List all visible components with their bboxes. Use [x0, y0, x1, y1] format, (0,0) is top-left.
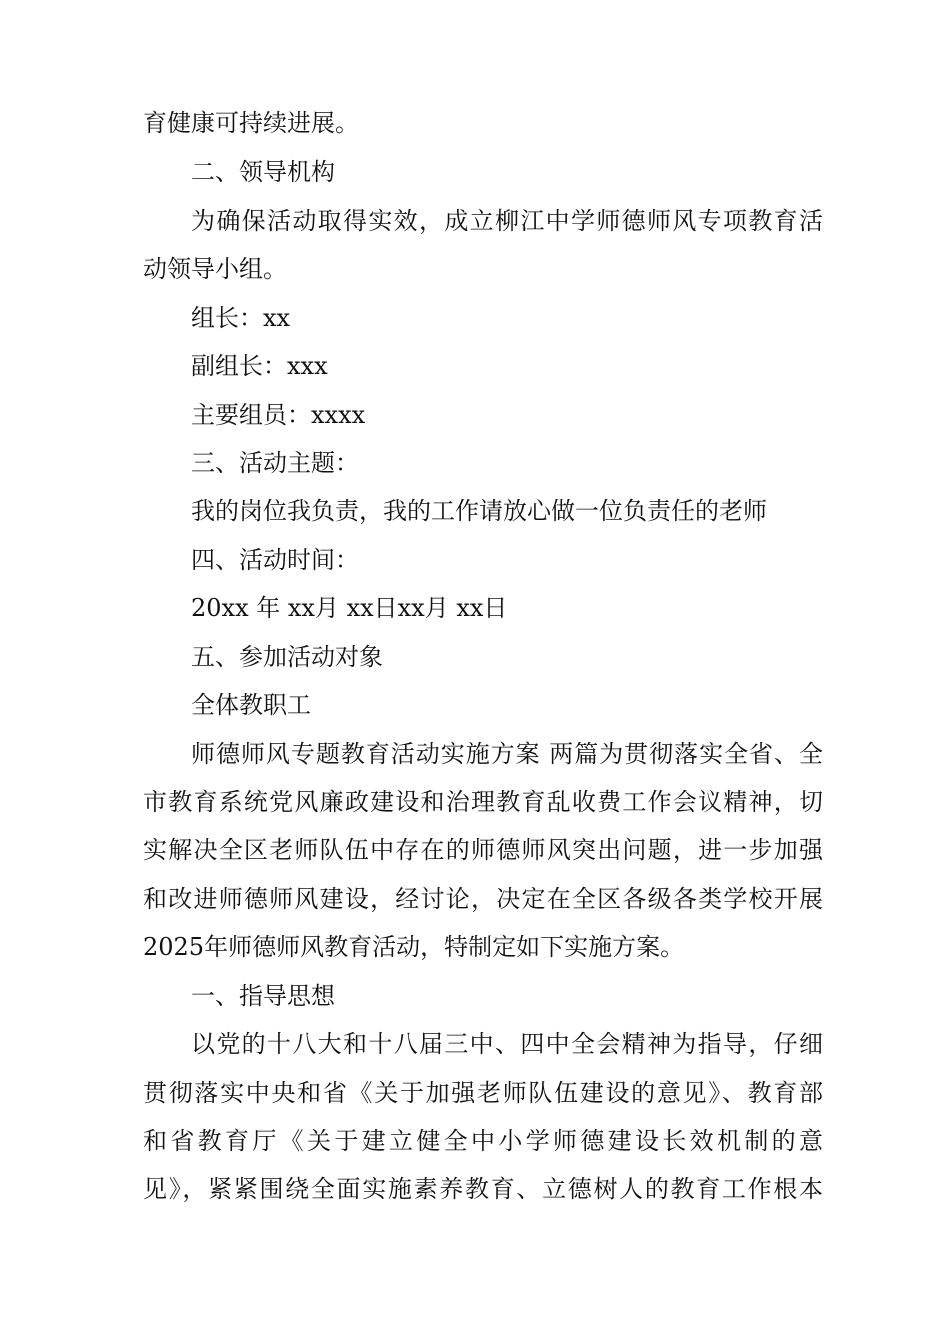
section-heading-time: 四、活动时间：: [191, 546, 359, 574]
paragraph-line: 2025年师德师风教育活动，特制定如下实施方案。: [143, 933, 685, 961]
paragraph-line: 为确保活动取得实效，成立柳江中学师德师风专项教育活: [191, 207, 823, 235]
section-heading-participants: 五、参加活动对象: [191, 643, 383, 671]
paragraph-line: 和省教育厅《关于建立健全中小学师德建设长效机制的意: [143, 1127, 823, 1155]
paragraph-continuation: 育健康可持续进展。: [143, 109, 359, 137]
theme-text: 我的岗位我负责，我的工作请放心做一位负责任的老师: [191, 497, 767, 525]
participants-text: 全体教职工: [191, 691, 311, 719]
paragraph-line: 师德师风专题教育活动实施方案 两篇为贯彻落实全省、全: [191, 740, 823, 768]
paragraph-line: 实解决全区老师队伍中存在的师德师风突出问题，进一步加强: [143, 836, 823, 864]
section-heading-leadership: 二、领导机构: [191, 158, 335, 186]
paragraph-line: 贯彻落实中央和省《关于加强老师队伍建设的意见》、教育部: [143, 1079, 823, 1107]
section-heading-guiding-thought: 一、指导思想: [191, 982, 335, 1010]
paragraph-line: 动领导小组。: [143, 255, 287, 283]
deputy-leader-line: 副组长：xxx: [191, 352, 328, 380]
paragraph-line: 以党的十八大和十八届三中、四中全会精神为指导，仔细: [191, 1030, 823, 1058]
members-line: 主要组员：xxxx: [191, 401, 366, 429]
team-leader-line: 组长：xx: [191, 304, 291, 332]
paragraph-line: 见》，紧紧围绕全面实施素养教育、立德树人的教育工作根本: [143, 1175, 823, 1203]
time-text: 20xx 年 xx月 xx日xx月 xx日: [191, 594, 508, 622]
paragraph-line: 和改进师德师风建设，经讨论，决定在全区各级各类学校开展: [143, 885, 823, 913]
paragraph-line: 市教育系统党风廉政建设和治理教育乱收费工作会议精神，切: [143, 788, 823, 816]
section-heading-theme: 三、活动主题：: [191, 449, 359, 477]
